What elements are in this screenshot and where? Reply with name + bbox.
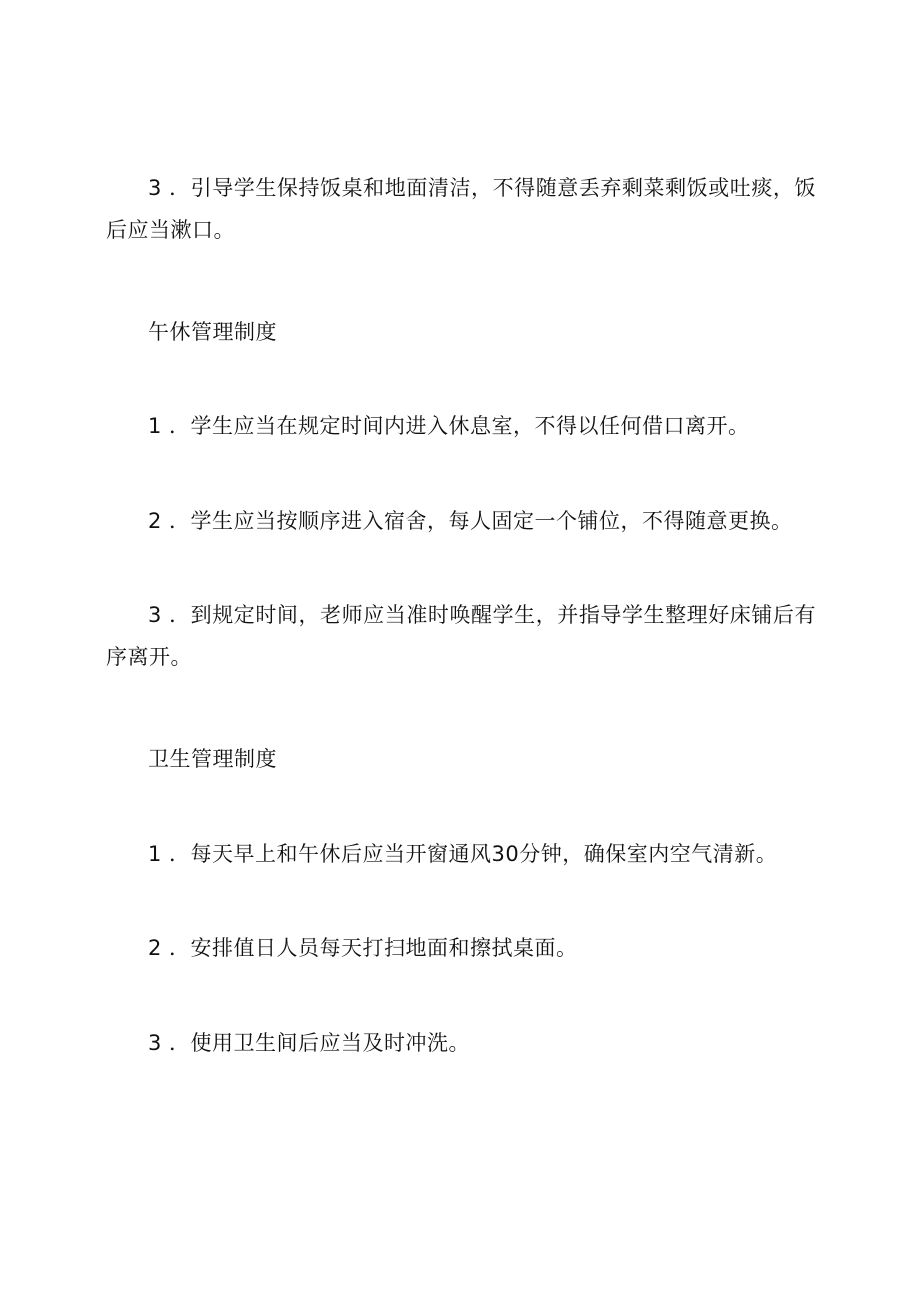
lunch-item-3: [106, 167, 816, 251]
section-heading-text: 午休管理制度: [148, 320, 277, 344]
section-heading-hygiene: [106, 738, 816, 780]
paragraph-text: 1 ．学生应当在规定时间内进入休息室，不得以任何借口离开。: [148, 414, 750, 438]
nap-item-2: [106, 500, 816, 542]
nap-item-1: [106, 405, 816, 447]
paragraph-text: 2 ．安排值日人员每天打扫地面和擦拭桌面。: [148, 936, 578, 960]
hygiene-item-2: [106, 927, 816, 969]
hygiene-item-3: [106, 1022, 816, 1064]
paragraph-text: 3 ．使用卫生间后应当及时冲洗。: [148, 1031, 471, 1055]
paragraph-text: 2 ．学生应当按顺序进入宿舍，每人固定一个铺位，不得随意更换。: [148, 509, 793, 533]
section-heading-nap: [106, 311, 816, 353]
hygiene-item-1: [106, 833, 816, 875]
nap-item-3: [106, 594, 816, 678]
section-heading-text: 卫生管理制度: [148, 747, 277, 771]
paragraph-text: 3 ．到规定时间，老师应当准时唤醒学生，并指导学生整理好床铺后有序离开。: [106, 603, 816, 669]
paragraph-text: 3 ．引导学生保持饭桌和地面清洁，不得随意丢弃剩菜剩饭或吐痰，饭后应当漱口。: [106, 176, 816, 242]
paragraph-text: 1 ．每天早上和午休后应当开窗通风30分钟，确保室内空气清新。: [148, 842, 778, 866]
